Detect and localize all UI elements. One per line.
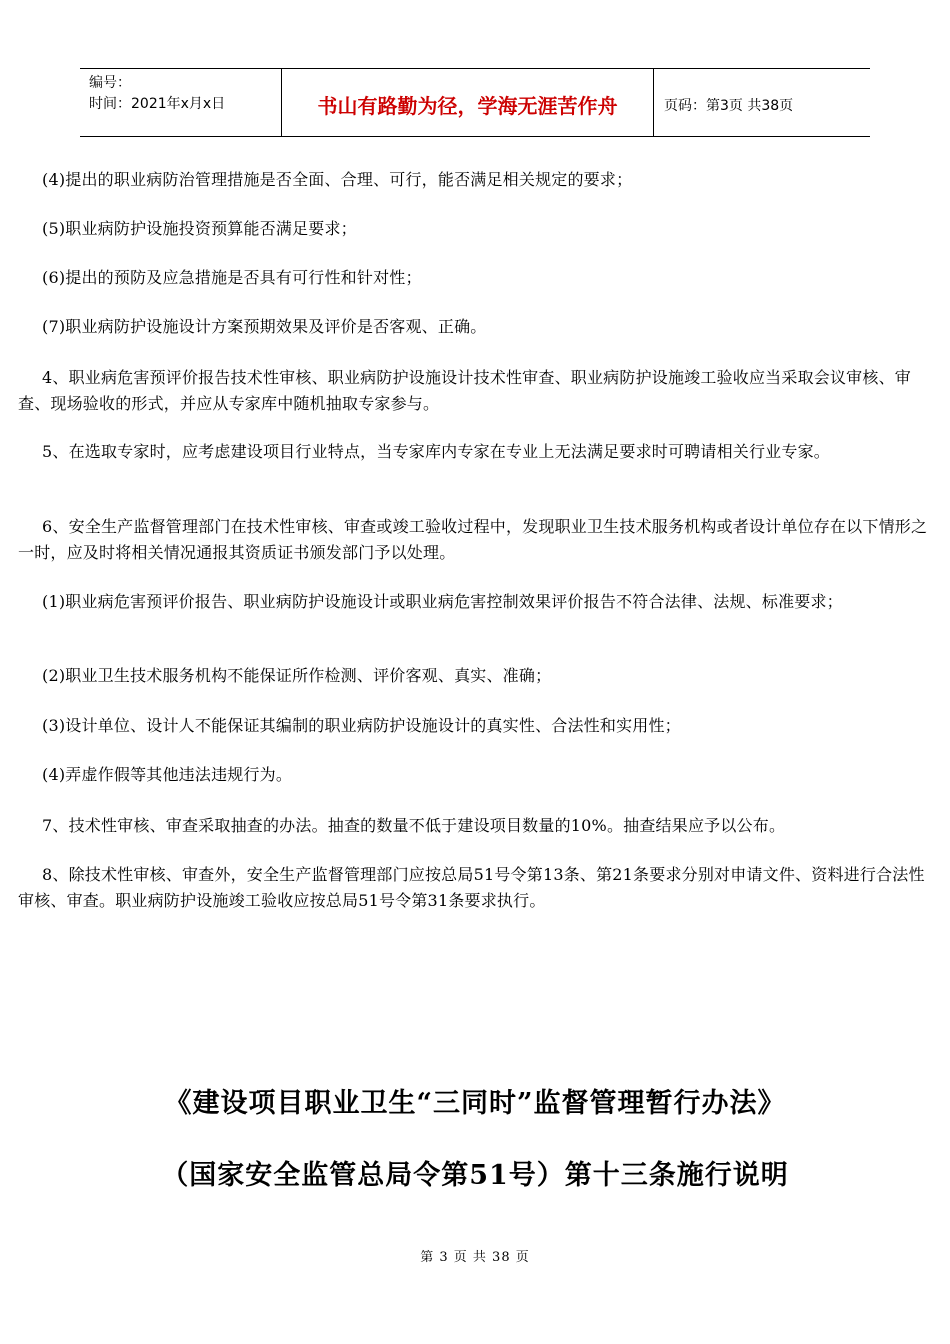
header-page-info: 页码：第3页 共38页 xyxy=(664,97,794,114)
paragraph: (3)设计单位、设计人不能保证其编制的职业病防护设施设计的真实性、合法性和实用性； xyxy=(42,716,681,735)
paragraph: 4、职业病危害预评价报告技术性审核、职业病防护设施设计技术性审查、职业病防护设施竣工验收应当采取会议审核、审查、现场验收的形式，并应从专家库中随机抽取专家参与。 xyxy=(18,368,911,413)
paragraph: (7)职业病防护设施设计方案预期效果及评价是否客观、正确。 xyxy=(42,317,487,336)
document-heading-line2: （国家安全监管总局令第51号）第十三条施行说明 xyxy=(161,1160,789,1191)
paragraph: (2)职业卫生技术服务机构不能保证所作检测、评价客观、真实、准确； xyxy=(42,666,552,685)
document-heading-line1: 《建设项目职业卫生“三同时”监督管理暂行办法》 xyxy=(164,1088,786,1119)
page-header xyxy=(80,68,870,137)
paragraph: (1)职业病危害预评价报告、职业病防护设施设计或职业病危害控制效果评价报告不符合法律、法规、标准要求； xyxy=(42,592,843,611)
paragraph: (4)提出的职业病防治管理措施是否全面、合理、可行，能否满足相关规定的要求； xyxy=(42,170,633,189)
paragraph: (6)提出的预防及应急措施是否具有可行性和针对性； xyxy=(42,268,422,287)
paragraph: 8、除技术性审核、审查外，安全生产监督管理部门应按总局51号令第13条、第21条要求分别对申请文件、资料进行合法性审核、审查。职业病防护设施竣工验收应按总局51号令第31条要求执行。 xyxy=(18,865,925,910)
paragraph: 5、在选取专家时，应考虑建设项目行业特点，当专家库内专家在专业上无法满足要求时可聘请相关行业专家。 xyxy=(42,442,830,461)
page-footer: 第 3 页 共 38 页 xyxy=(420,1250,530,1265)
paragraph: (4)弄虚作假等其他违法违规行为。 xyxy=(42,765,293,784)
paragraph: 7、技术性审核、审查采取抽查的办法。抽查的数量不低于建设项目数量的10%。抽查结果应予以公布。 xyxy=(42,816,786,835)
header-motto: 书山有路勤为径，学海无涯苦作舟 xyxy=(281,69,654,136)
header-time-label: 时间：2021年x月x日 xyxy=(89,96,226,112)
paragraph: 6、安全生产监督管理部门在技术性审核、审查或竣工验收过程中，发现职业卫生技术服务机构或者设计单位存在以下情形之一时，应及时将相关情况通报其资质证书颁发部门予以处理。 xyxy=(18,517,928,562)
header-number-label: 编号： xyxy=(89,75,131,91)
header-meta xyxy=(80,69,281,136)
paragraph: (5)职业病防护设施投资预算能否满足要求； xyxy=(42,219,357,238)
